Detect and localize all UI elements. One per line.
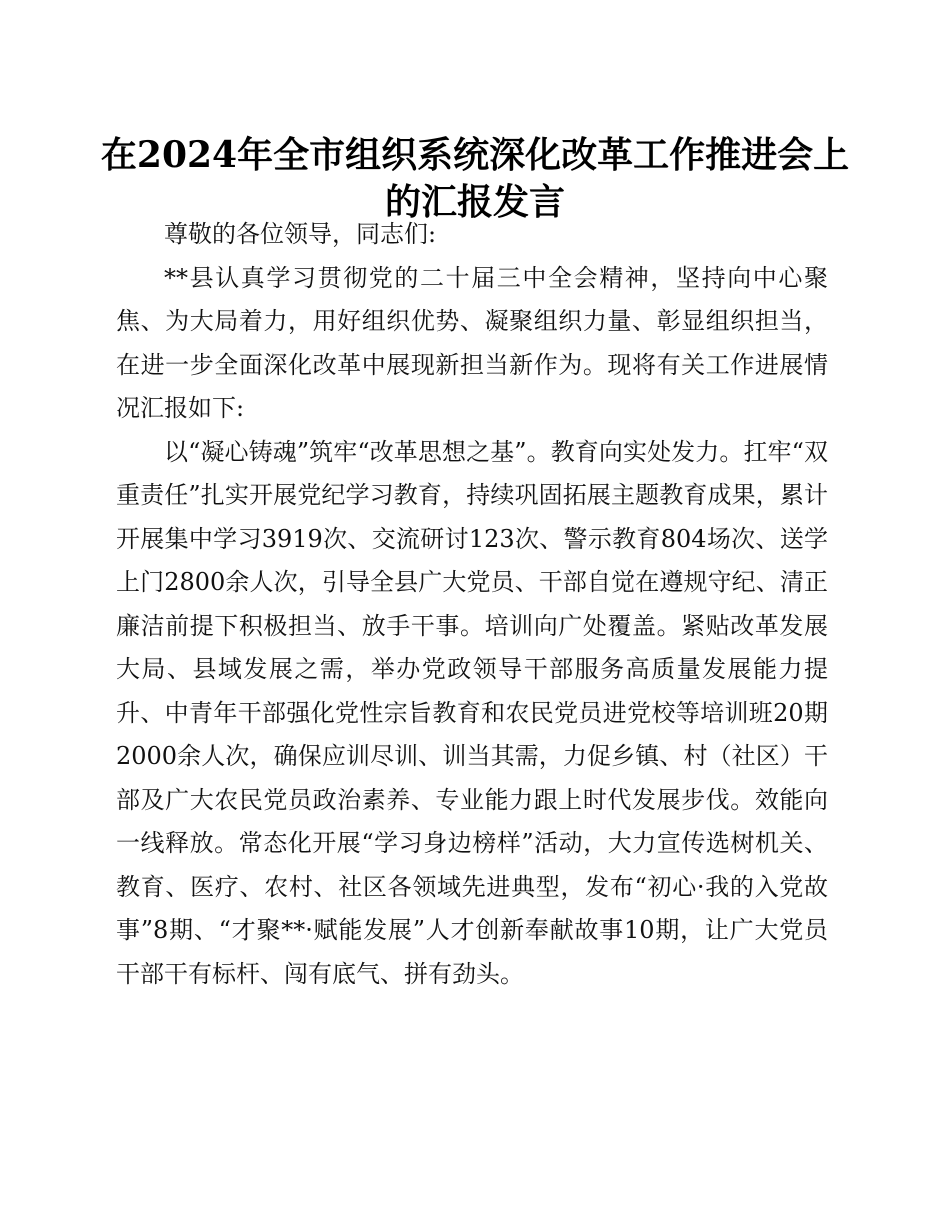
- education-paragraph: 以“凝心铸魂”筑牢“改革思想之基”。教育向实处发力。扛牢“双重责任”扎实开展党纪学习教育，持续巩固拓展主题教育成果，累计开展集中学习3919次、交流研讨123次、警示教育804场次、送学上门2800余人次，引导全县广大党员、干部自觉在遵规守纪、清正廉洁前提下积极担当、放手干事。培训向广处覆盖。紧贴改革发展大局、县域发展之需，举办党政领导干部服务高质量发展能力提升、中青年干部强化党性宗旨教育和农民党员进党校等培训班20期2000余人次，确保应训尽训、训当其需，力促乡镇、村（社区）干部及广大农民党员政治素养、专业能力跟上时代发展步伐。效能向一线释放。常态化开展“学习身边榜样”活动，大力宣传选树机关、教育、医疗、农村、社区各领域先进典型，发布“初心·我的入党故事”8期、“才聚**·赋能发展”人才创新奉献故事10期，让广大党员干部干有标杆、闯有底气、拼有劲头。: [116, 437, 828, 988]
- intro-paragraph: **县认真学习贯彻党的二十届三中全会精神，坚持向中心聚焦、为大局着力，用好组织优势、凝聚组织力量、彰显组织担当，在进一步全面深化改革中展现新担当新作为。现将有关工作进展情况汇报如下:: [116, 263, 828, 422]
- document-body: [116, 213, 828, 996]
- document-title: 在2024年全市组织系统深化改革工作推进会上的汇报发言: [100, 134, 850, 223]
- greeting-paragraph: 尊敬的各位领导，同志们:: [164, 220, 437, 248]
